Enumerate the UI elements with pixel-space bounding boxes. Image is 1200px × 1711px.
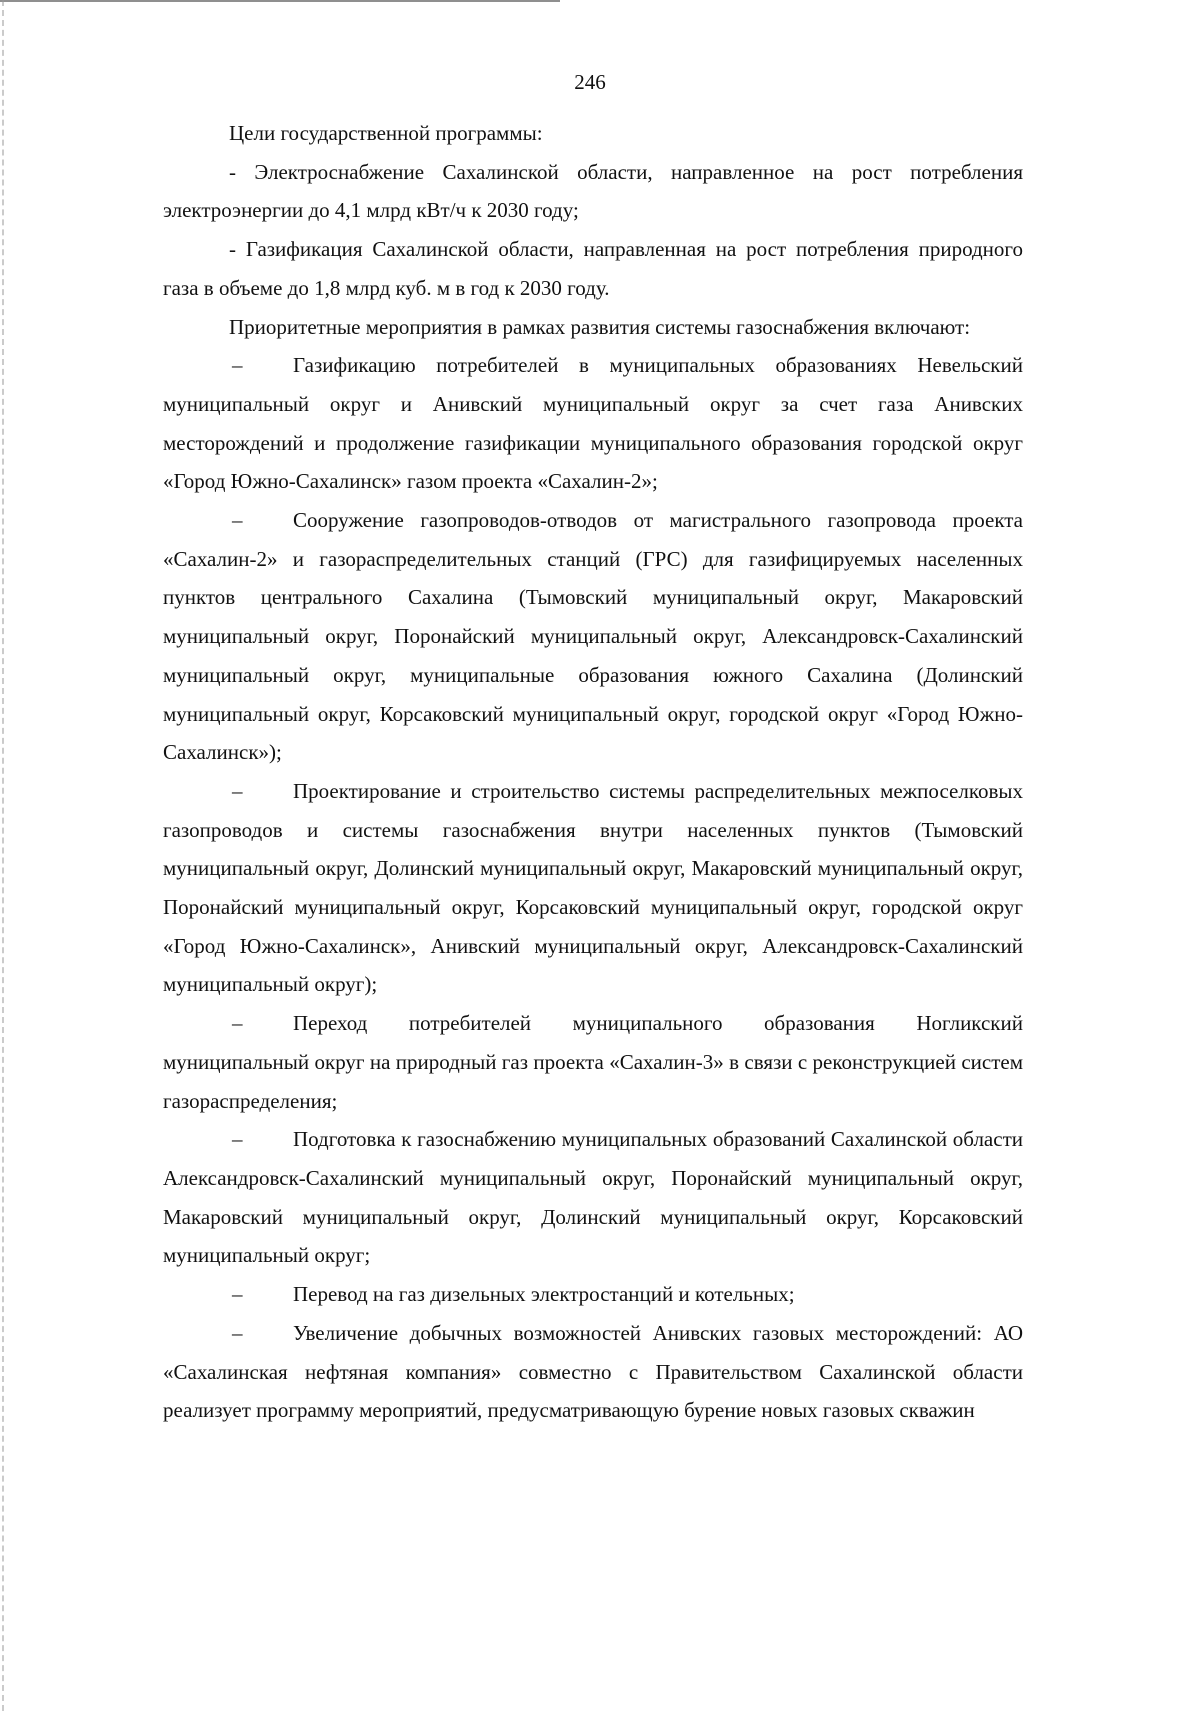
- goal-paragraph: - Газификация Сахалинской области, направленная на рост потребления природного газа в объеме до 1,8 млрд куб. м в год к 2030 году.: [163, 237, 1023, 300]
- dash-marker: –: [232, 1127, 243, 1152]
- bullet-paragraph: [163, 1004, 1023, 1120]
- priority-intro: Приоритетные мероприятия в рамках развития системы газоснабжения включают:: [229, 314, 971, 339]
- bullet-paragraph: [163, 501, 1023, 772]
- page-number-text: 246: [574, 70, 606, 94]
- bullet-text: Увеличение добычных возможностей Анивских газовых месторождений: АО «Сахалинская нефтяная компания» совместно с Правительством Сахалинской области реализует программу мероприятий, предусматривающую бурение новых газовых скважин: [163, 1320, 1023, 1423]
- bullet-paragraph: [163, 346, 1023, 501]
- dash-marker: –: [232, 1320, 243, 1345]
- dash-marker: –: [232, 508, 243, 533]
- dash-marker: –: [232, 1282, 243, 1307]
- bullet-text: Перевод на газ дизельных электростанций и котельных;: [293, 1282, 795, 1307]
- scan-border-top: [0, 0, 560, 2]
- dash-marker: –: [232, 1011, 243, 1036]
- bullet-paragraph: [163, 1120, 1023, 1275]
- bullet-text: Переход потребителей муниципального образования Ногликский муниципальный округ на природный газ проекта «Сахалин-3» в связи с реконструкцией систем газораспределения;: [163, 1011, 1023, 1113]
- dash-marker: –: [232, 353, 243, 378]
- dash-marker: –: [232, 778, 243, 803]
- bullet-paragraph: [163, 772, 1023, 1004]
- document-body: [163, 114, 1023, 1430]
- bullet-text: Сооружение газопроводов-отводов от магистрального газопровода проекта «Сахалин-2» и газораспределительных станций (ГРС) для газифицируемых населенных пунктов центрального Сахалина (Тымовский муниципальный округ, Макаровский муниципальный округ, Поронайский муниципальный округ, Александровск-Сахалинский муниципальный округ, муниципальные образования южного Сахалина (Долинский муниципальный округ, Корсаковский муниципальный округ, городской округ «Город Южно-Сахалинск»);: [163, 508, 1023, 765]
- goal-paragraph: - Электроснабжение Сахалинской области, направленное на рост потребления электроэнергии до 4,1 млрд кВт/ч к 2030 году;: [163, 159, 1023, 223]
- bullet-text: Газификацию потребителей в муниципальных образованиях Невельский муниципальный округ и Анивский муниципальный округ за счет газа Анивских месторождений и продолжение газификации муниципального образования городской округ «Город Южно-Сахалинск» газом проекта «Сахалин-2»;: [163, 353, 1023, 494]
- scan-border-left: [2, 0, 5, 1711]
- goals-heading: Цели государственной программы:: [229, 121, 543, 145]
- bullet-text: Подготовка к газоснабжению муниципальных образований Сахалинской области Александровск-Сахалинский муниципальный округ, Поронайский муниципальный округ, Макаровский муниципальный округ, Долинский муниципальный округ, Корсаковский муниципальный округ;: [163, 1127, 1023, 1268]
- bullet-paragraph: [163, 1275, 1023, 1314]
- bullet-paragraph: [163, 1314, 1023, 1430]
- bullet-text: Проектирование и строительство системы распределительных межпоселковых газопроводов и системы газоснабжения внутри населенных пунктов (Тымовский муниципальный округ, Долинский муниципальный округ, Макаровский муниципальный округ, Поронайский муниципальный округ, Корсаковский муниципальный округ, городской округ «Город Южно-Сахалинск», Анивский муниципальный округ, Александровск-Сахалинский муниципальный округ);: [163, 778, 1023, 997]
- page-number: [0, 70, 1200, 95]
